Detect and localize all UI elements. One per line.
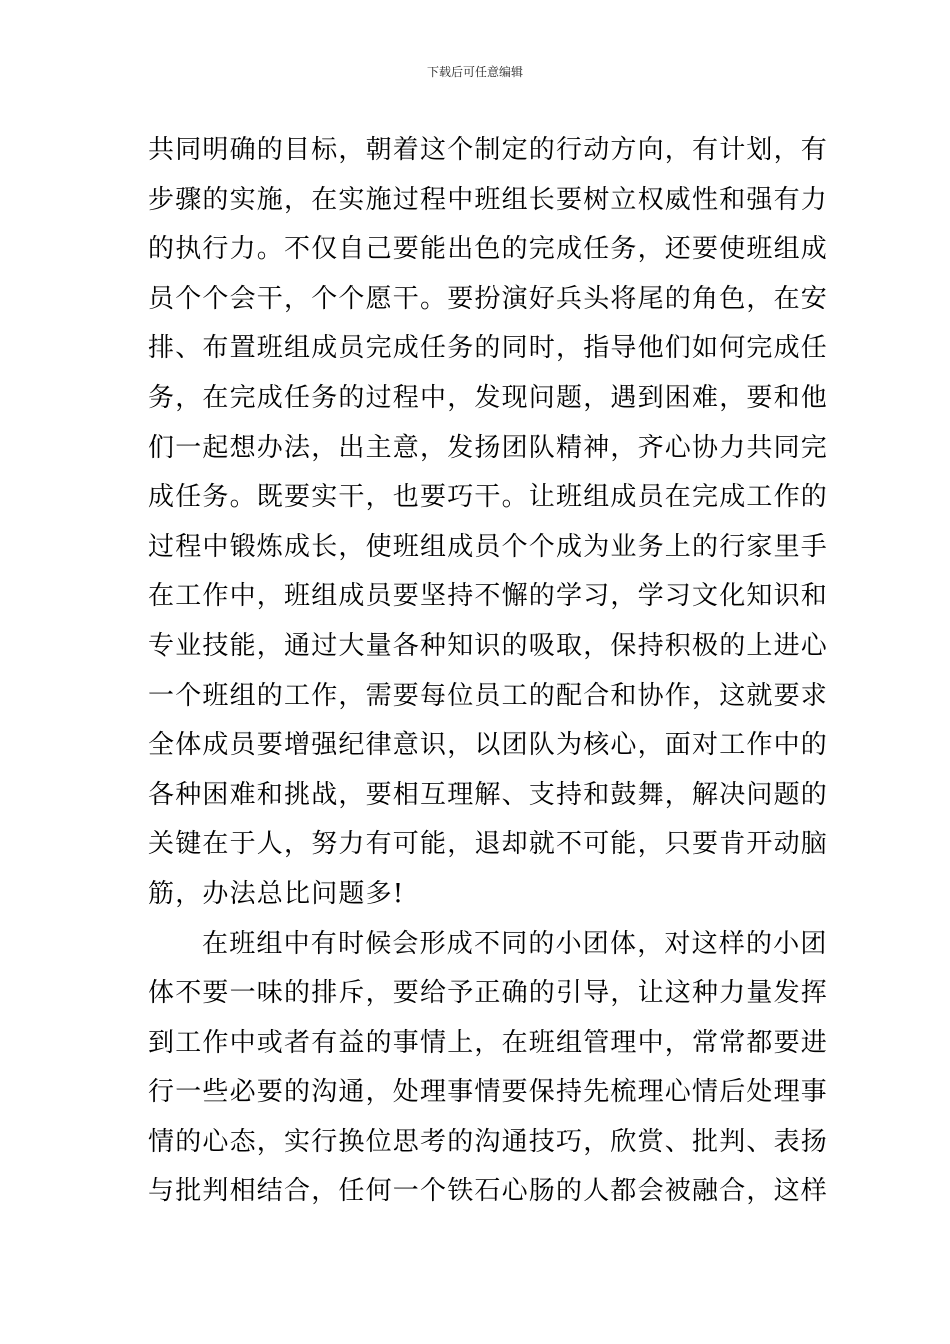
text-line: 到工作中或者有益的事情上，在班组管理中，常常都要进 <box>148 1027 829 1058</box>
text-line: 专业技能，通过大量各种知识的吸取，保持积极的上进心 <box>148 630 829 661</box>
text-line: 关键在于人，努力有可能，退却就不可能，只要肯开动脑 <box>148 829 829 860</box>
text-line: 筋，办法总比问题多! <box>148 878 405 909</box>
text-line: 步骤的实施，在实施过程中班组长要树立权威性和强有力 <box>148 184 829 215</box>
text-line: 在工作中，班组成员要坚持不懈的学习，学习文化知识和 <box>148 581 829 612</box>
text-line: 全体成员要增强纪律意识，以团队为核心，面对工作中的 <box>148 730 829 761</box>
document-body <box>148 126 829 1217</box>
text-line: 过程中锻炼成长，使班组成员个个成为业务上的行家里手 <box>148 531 829 562</box>
text-line: 务，在完成任务的过程中，发现问题，遇到困难，要和他 <box>148 382 829 413</box>
text-line: 员个个会干，个个愿干。要扮演好兵头将尾的角色，在安 <box>148 283 829 314</box>
paragraph-start-line: 在班组中有时候会形成不同的小团体，对这样的小团 <box>202 928 828 959</box>
text-line: 的执行力。不仅自己要能出色的完成任务，还要使班组成 <box>148 234 829 265</box>
text-line: 行一些必要的沟通，处理事情要保持先梳理心情后处理事 <box>148 1077 829 1108</box>
text-line: 与批判相结合，任何一个铁石心肠的人都会被融合，这样 <box>148 1176 829 1207</box>
text-line: 共同明确的目标，朝着这个制定的行动方向，有计划，有 <box>148 135 829 165</box>
text-line: 排、布置班组成员完成任务的同时，指导他们如何完成任 <box>148 333 829 364</box>
text-line: 各种困难和挑战，要相互理解、支持和鼓舞，解决问题的 <box>148 779 829 810</box>
page-header: 下载后可任意编辑 <box>426 65 523 79</box>
text-line: 情的心态，实行换位思考的沟通技巧，欣赏、批判、表扬 <box>148 1126 829 1157</box>
text-line: 们一起想办法，出主意，发扬团队精神，齐心协力共同完 <box>148 432 829 463</box>
text-line: 成任务。既要实干，也要巧干。让班组成员在完成工作的 <box>148 482 829 513</box>
text-line: 体不要一味的排斥，要给予正确的引导，让这种力量发挥 <box>148 978 829 1009</box>
text-line: 一个班组的工作，需要每位员工的配合和协作，这就要求 <box>148 680 829 711</box>
